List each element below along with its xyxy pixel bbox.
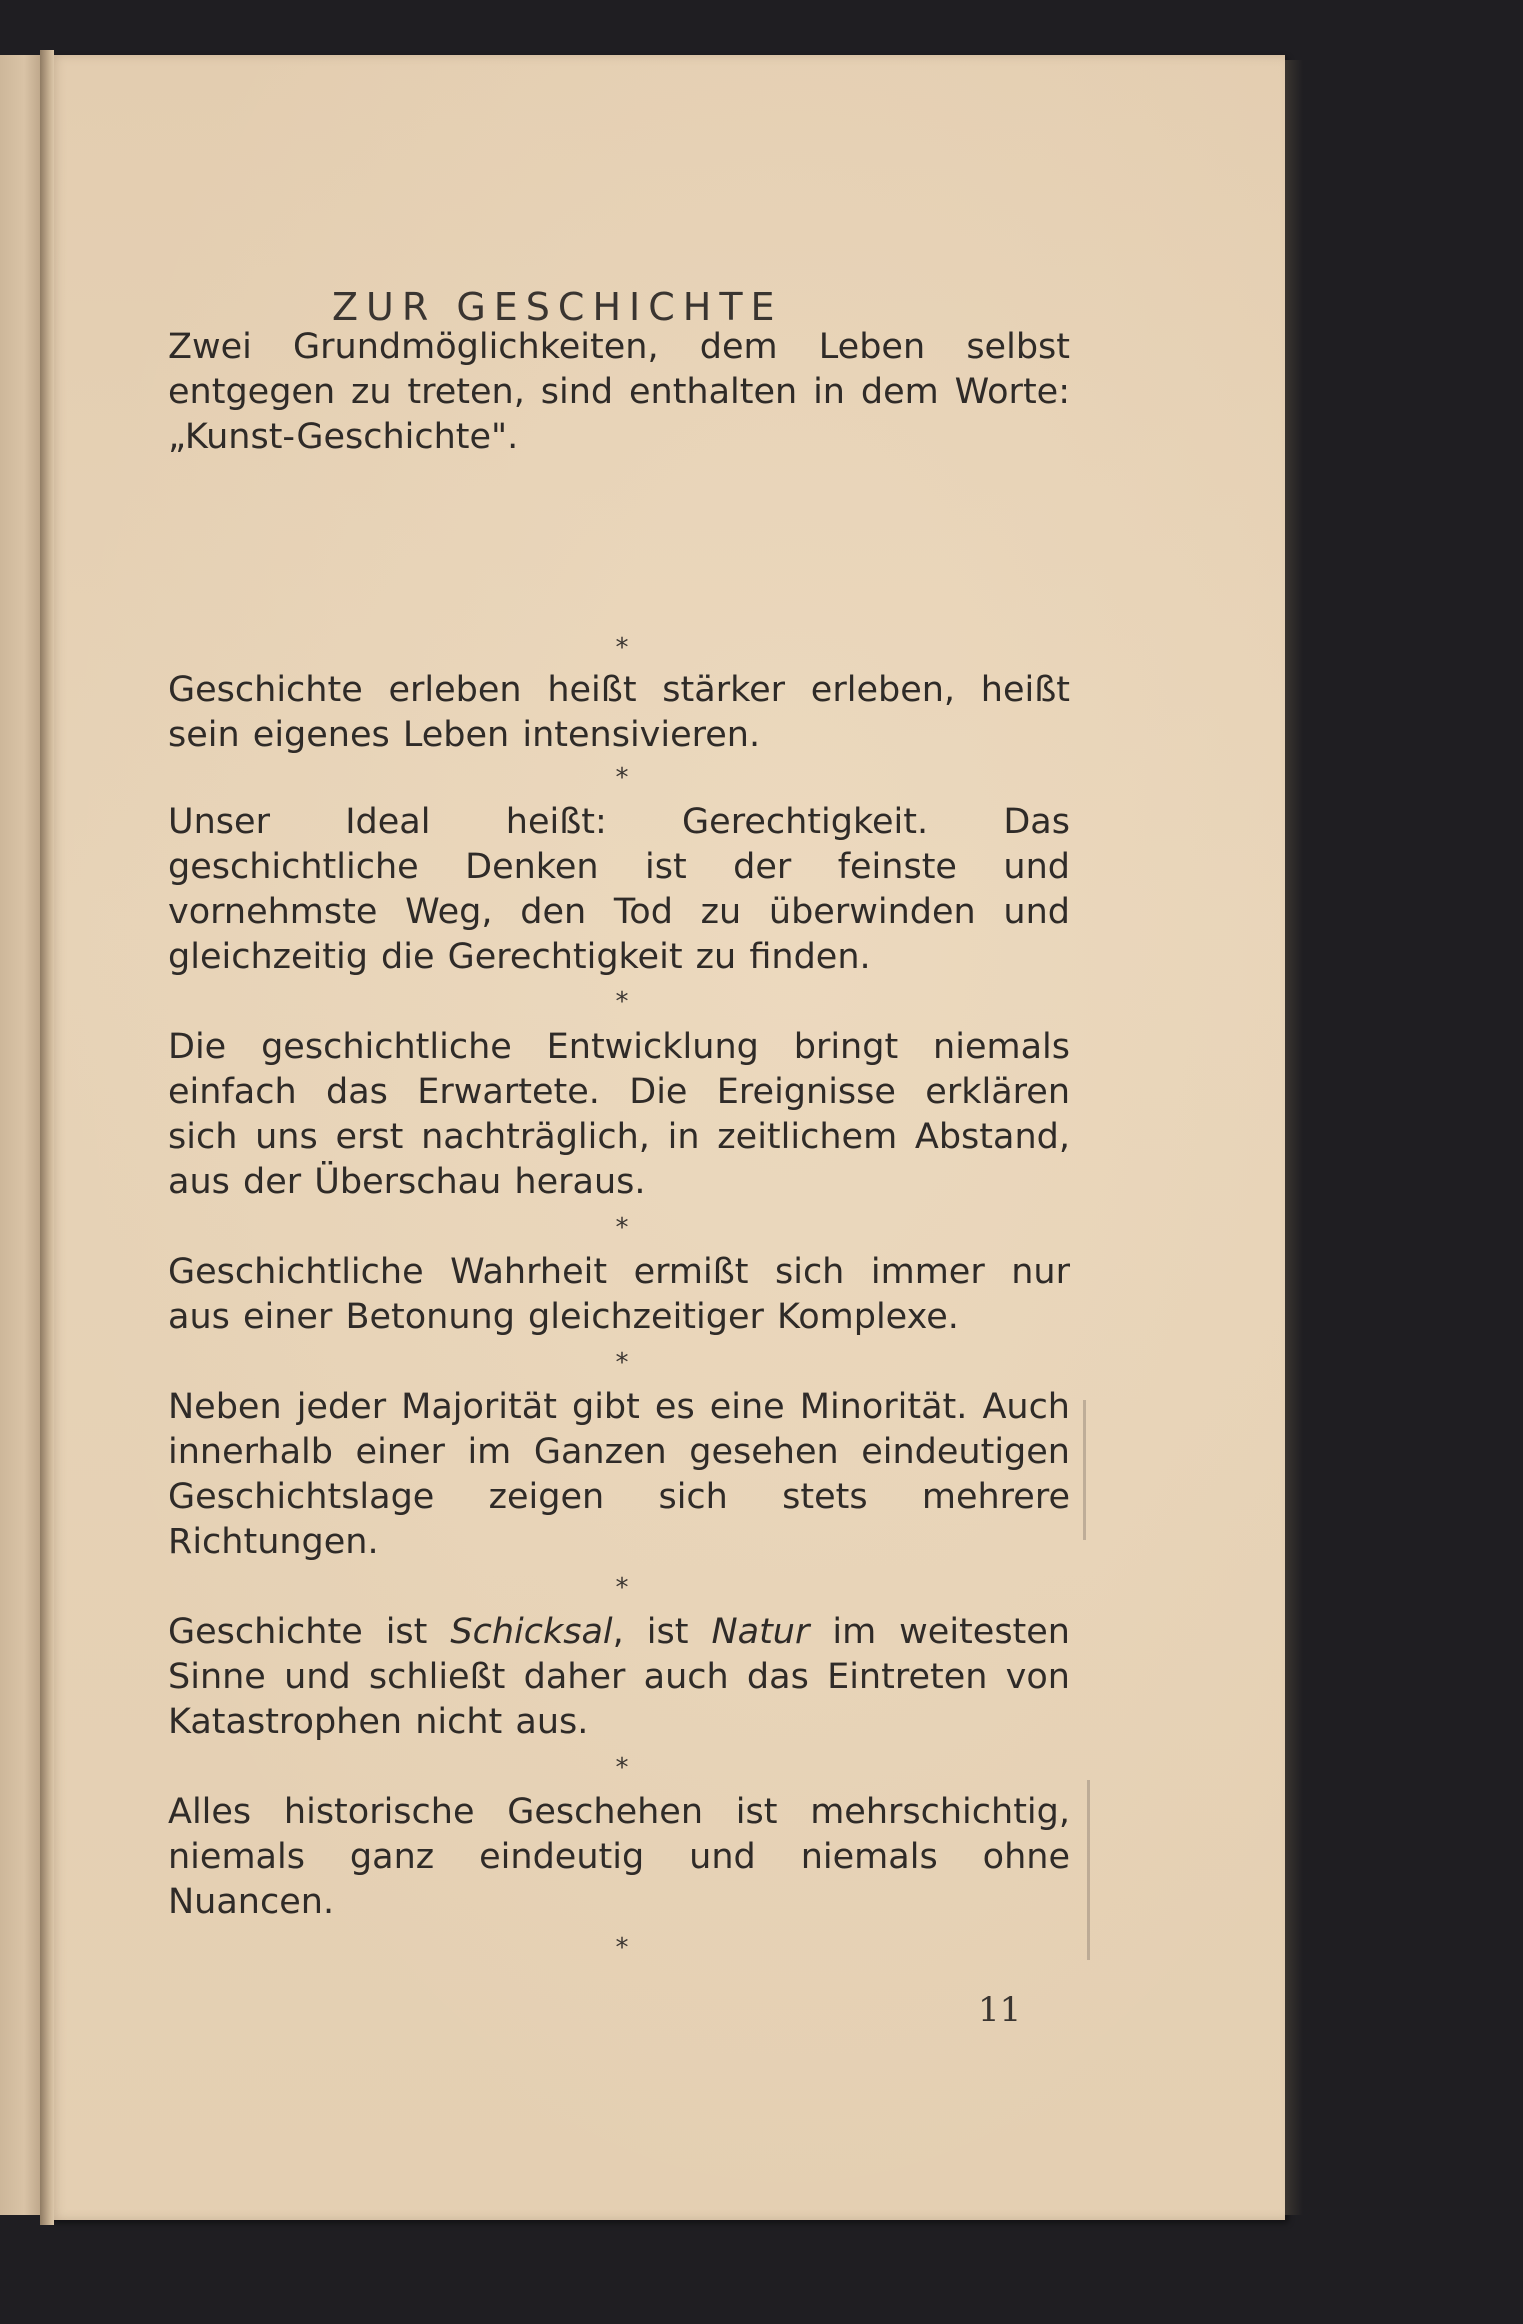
paragraph-8 [168,1790,1070,1925]
paragraph-8-text: Alles historische Geschehen ist mehrschichtig, niemals ganz eindeutig und niemals ohne Nuancen. [168,1792,1070,1922]
separator-star: * [615,1933,629,1963]
separator-star: * [615,987,629,1017]
paragraph-6 [168,1385,1070,1565]
paragraph-5-text: Geschichtliche Wahrheit ermißt sich immer nur aus einer Betonung gleichzeitiger Komplexe. [168,1252,1070,1337]
paragraph-7-text-a: Geschichte ist [168,1612,451,1652]
separator-star: * [615,763,629,793]
paragraph-1 [168,325,1070,460]
paragraph-4 [168,1025,1070,1205]
paragraph-4-text: Die geschichtliche Entwicklung bringt niemals einfach das Erwartete. Die Ereignisse erklären sich uns erst nachträglich, in zeitlichem Abstand, aus der Überschau heraus. [168,1027,1070,1202]
book-gutter [40,50,54,2225]
separator-star: * [615,1573,629,1603]
separator-star: * [615,1348,629,1378]
paragraph-7 [168,1610,1070,1745]
separator-star: * [615,633,629,663]
paragraph-3-text: Unser Ideal heißt: Gerechtigkeit. Das geschichtliche Denken ist der feinste und vornehmste Weg, den Tod zu überwinden und gleichzeitig die Gerechtigkeit zu finden. [168,802,1070,977]
separator-star: * [615,1753,629,1783]
paragraph-7-text-c: im weitesten Sinne und schließt daher auch das Eintreten von Katastrophen nicht aus. [168,1612,1070,1742]
margin-pencil-mark [1087,1780,1090,1960]
italic-schicksal: Schicksal [450,1612,613,1652]
separator-star: * [615,1213,629,1243]
paragraph-6-text: Neben jeder Majorität gibt es eine Minorität. Auch innerhalb einer im Ganzen gesehen eindeutigen Geschichtslage zeigen sich stets mehrere Richtungen. [168,1387,1070,1562]
margin-pencil-mark [1083,1400,1086,1540]
paragraph-5 [168,1250,1070,1340]
page-heading: ZUR GESCHICHTE [332,285,783,329]
page-right-edge [1285,60,1303,2215]
paragraph-2 [168,668,1070,758]
page-number: 11 [978,1990,1022,2030]
book-page [50,55,1285,2220]
paragraph-7-text-b: , ist [612,1612,712,1652]
paragraph-2-text: Geschichte erleben heißt stärker erleben, heißt sein eigenes Leben intensivieren. [168,670,1070,755]
paragraph-1-text: Zwei Grundmöglichkeiten, dem Leben selbst entgegen zu treten, sind enthalten in dem Worte: „Kunst-Geschichte". [168,327,1070,457]
paragraph-3 [168,800,1070,980]
left-page-edge [0,55,44,2215]
italic-natur: Natur [711,1612,810,1652]
